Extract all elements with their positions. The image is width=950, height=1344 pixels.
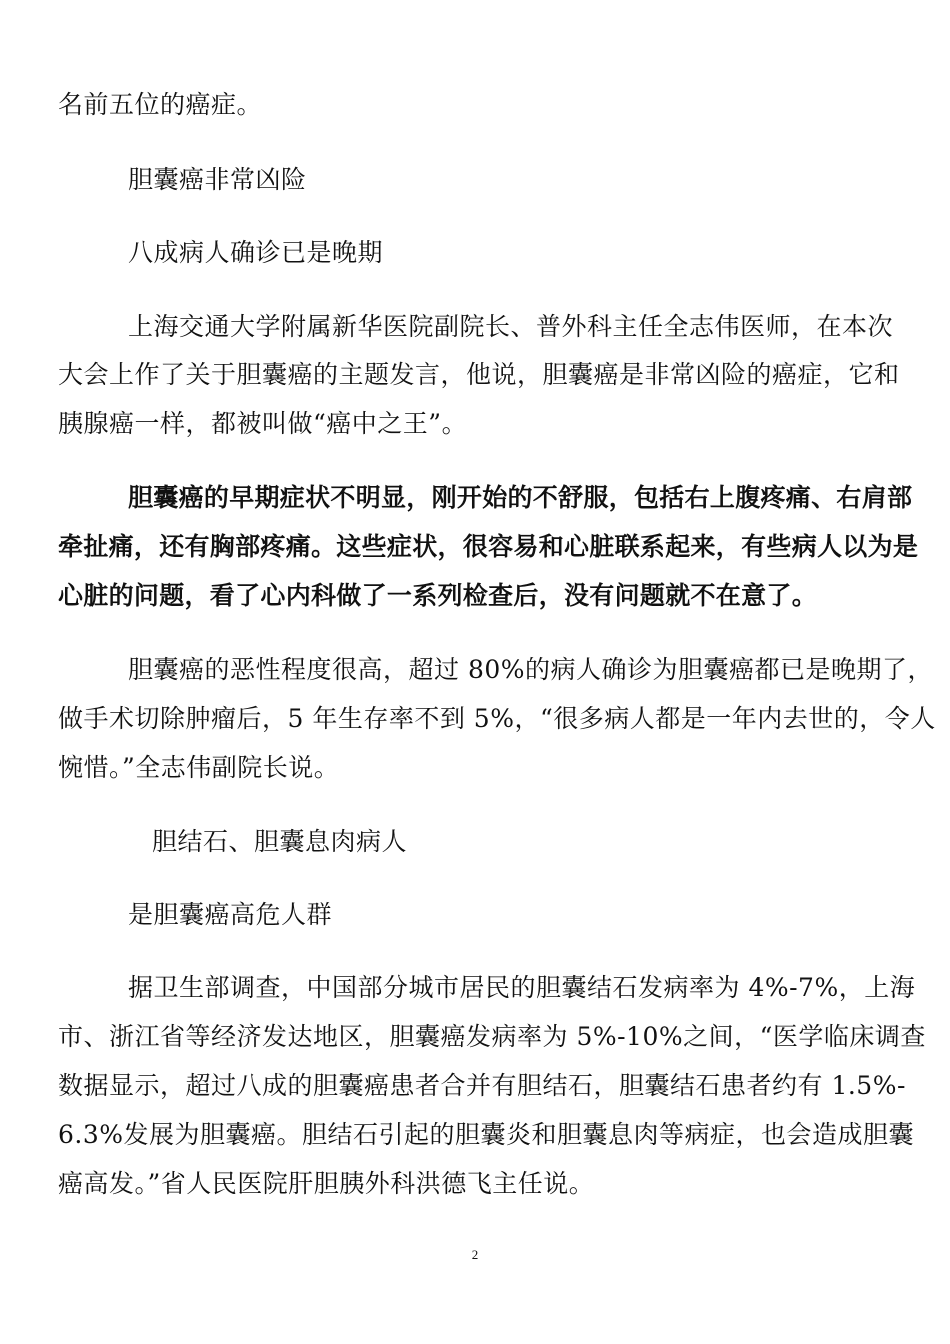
section-heading-line: 胆结石、胆囊息肉病人: [152, 827, 408, 856]
bold-paragraph-line: 胆囊癌的早期症状不明显，刚开始的不舒服，包括右上腹疼痛、右肩部: [128, 483, 913, 512]
page-number: 2: [471, 1247, 479, 1262]
bold-paragraph-line: 心脏的问题，看了心内科做了一系列检查后，没有问题就不在意了。: [58, 581, 818, 610]
paragraph-line: 数据显示，超过八成的胆囊癌患者合并有胆结石，胆囊结石患者约有 1.5%-: [58, 1071, 906, 1100]
paragraph-line: 据卫生部调查，中国部分城市居民的胆囊结石发病率为 4%-7%，上海: [128, 973, 916, 1002]
paragraph-line: 市、浙江省等经济发达地区，胆囊癌发病率为 5%-10%之间，“医学临床调查: [58, 1022, 926, 1051]
paragraph-line: 惋惜。”全志伟副院长说。: [58, 753, 340, 782]
paragraph-line: 名前五位的癌症。: [58, 90, 263, 119]
section-heading-line: 是胆囊癌高危人群: [128, 900, 333, 929]
section-heading-line: 胆囊癌非常凶险: [128, 165, 307, 194]
paragraph-line: 胰腺癌一样，都被叫做“癌中之王”。: [58, 409, 468, 438]
paragraph-line: 胆囊癌的恶性程度很高，超过 80%的病人确诊为胆囊癌都已是晚期了，: [128, 655, 934, 684]
paragraph-line: 做手术切除肿瘤后，5 年生存率不到 5%，“很多病人都是一年内去世的，令人: [58, 704, 936, 733]
bold-paragraph-line: 牵扯痛，还有胸部疼痛。这些症状，很容易和心脏联系起来，有些病人以为是: [58, 532, 919, 561]
paragraph-line: 6.3%发展为胆囊癌。胆结石引起的胆囊炎和胆囊息肉等病症，也会造成胆囊: [58, 1120, 915, 1149]
paragraph-line: 大会上作了关于胆囊癌的主题发言，他说，胆囊癌是非常凶险的癌症，它和: [58, 360, 900, 389]
paragraph-line: 上海交通大学附属新华医院副院长、普外科主任全志伟医师，在本次: [128, 312, 894, 341]
paragraph-line: 癌高发。”省人民医院肝胆胰外科洪德飞主任说。: [58, 1169, 595, 1198]
section-heading-line: 八成病人确诊已是晚期: [128, 238, 384, 267]
